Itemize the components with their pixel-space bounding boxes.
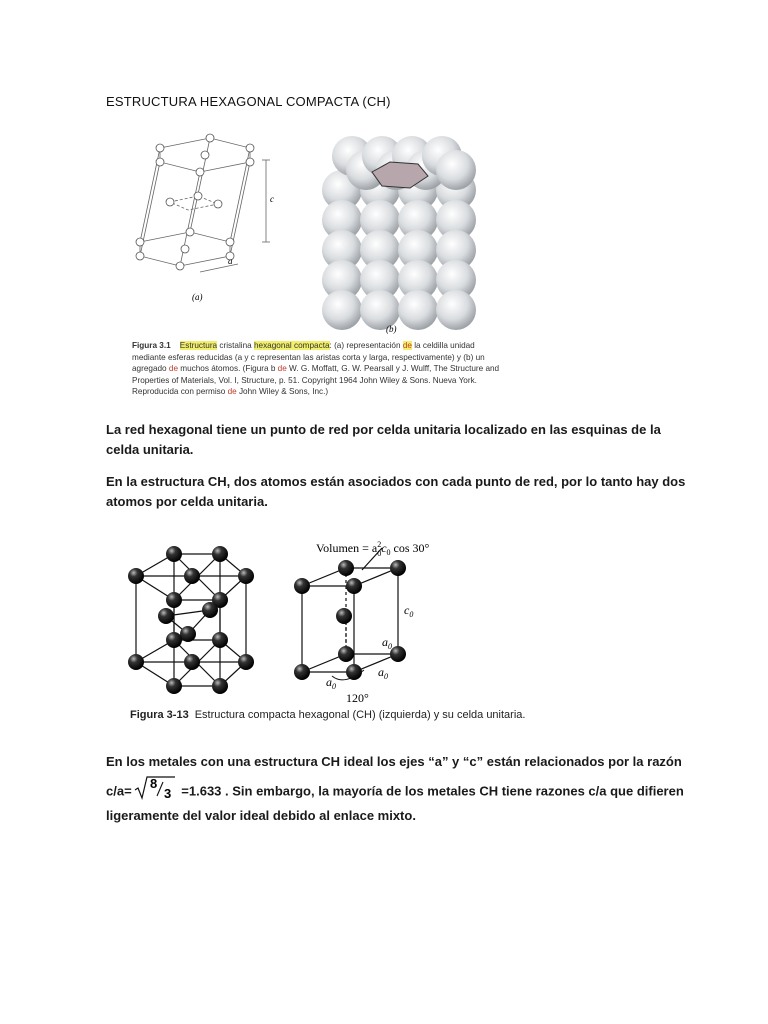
caption-text: W. G. Moffatt, G. W. Pearsall y J. Wulff, The Structure and Properties of Materials, Vol. I, Structure, p. 51. Copyright 1964 John Wiley & Sons. Nueva York. Reproducida con permiso [132, 364, 500, 397]
label-a0-bottom: $a_0$ [326, 675, 336, 691]
figure-hcp-unit-cell [120, 530, 520, 720]
label-a0-right: $a_0$ [378, 665, 388, 681]
figure2-drawings [120, 530, 520, 705]
label-a-dim: a [228, 256, 233, 266]
label-a0-top: $a_0$ [382, 635, 392, 651]
paragraph-2: En la estructura CH, dos atomos están asociados con cada punto de red, por lo tanto hay dos atomos por celda unitaria. [106, 474, 686, 509]
figure2-caption [130, 709, 525, 721]
caption-de: de [402, 341, 412, 350]
caption-figure-number: Figura 3.1 [132, 341, 171, 350]
figure2-caption-number: Figura 3-13 [130, 709, 189, 721]
paragraph-1: La red hexagonal tiene un punto de red por celda unitaria localizado en las esquinas de la celda unitaria. [106, 422, 661, 457]
hcp-wireframe-atoms [136, 134, 254, 270]
caption-text: muchos átomos. (Figura b [178, 364, 278, 374]
paragraph-3-formula-line [106, 776, 686, 808]
fraction-denominator: 3 [163, 786, 171, 800]
label-c0: $c_0$ [404, 603, 414, 619]
caption-text: la celdilla unidad mediante esferas reducidas (a y c representan las aristas corta y larga, respectivamente) y (b) un agregado [132, 341, 485, 374]
sphere [398, 290, 438, 330]
caption-text: : (a) representación [329, 341, 403, 350]
volume-label: Volumen = $a^2$ $0c_0$ cos 30° [316, 540, 430, 558]
sphere [436, 150, 476, 190]
unit-cell-atoms [294, 560, 406, 680]
label-b: (b) [386, 324, 397, 334]
formula-prefix: c/a= [106, 783, 132, 799]
label-c: c [270, 194, 274, 204]
caption-de: de [227, 387, 237, 397]
figure2-caption-text: Estructura compacta hexagonal (CH) (izquierda) y su celda unitaria. [194, 709, 526, 721]
formula-suffix: =1.633 . Sin embargo, la mayoría de los metales CH tiene razones c/a que difieren [177, 783, 684, 799]
caption-text: John Wiley & Sons, Inc.) [236, 387, 329, 397]
sqrt-8-over-3 [134, 776, 176, 808]
caption-text: cristalina [217, 341, 254, 350]
figure-hcp-drawings [130, 130, 502, 340]
label-a: (a) [192, 292, 203, 302]
caption-word: Estructura [179, 341, 218, 350]
paragraph-3-line-1: En los metales con una estructura CH ideal los ejes “a” y “c” están relacionados por la razón [106, 754, 682, 769]
paragraph-3-line-3: ligeramente del valor ideal debido al enlace mixto. [106, 808, 416, 823]
caption-de: de [277, 364, 287, 374]
fraction-numerator: 8 [149, 776, 157, 791]
sqrt-symbol [134, 776, 176, 800]
caption-highlight: hexagonal compacta [253, 341, 330, 350]
sphere [436, 290, 476, 330]
caption-de: de [168, 364, 178, 374]
page-title: ESTRUCTURA HEXAGONAL COMPACTA (CH) [106, 94, 391, 109]
sphere [322, 290, 362, 330]
label-angle: 120° [346, 691, 369, 705]
figure1-caption [132, 340, 502, 398]
